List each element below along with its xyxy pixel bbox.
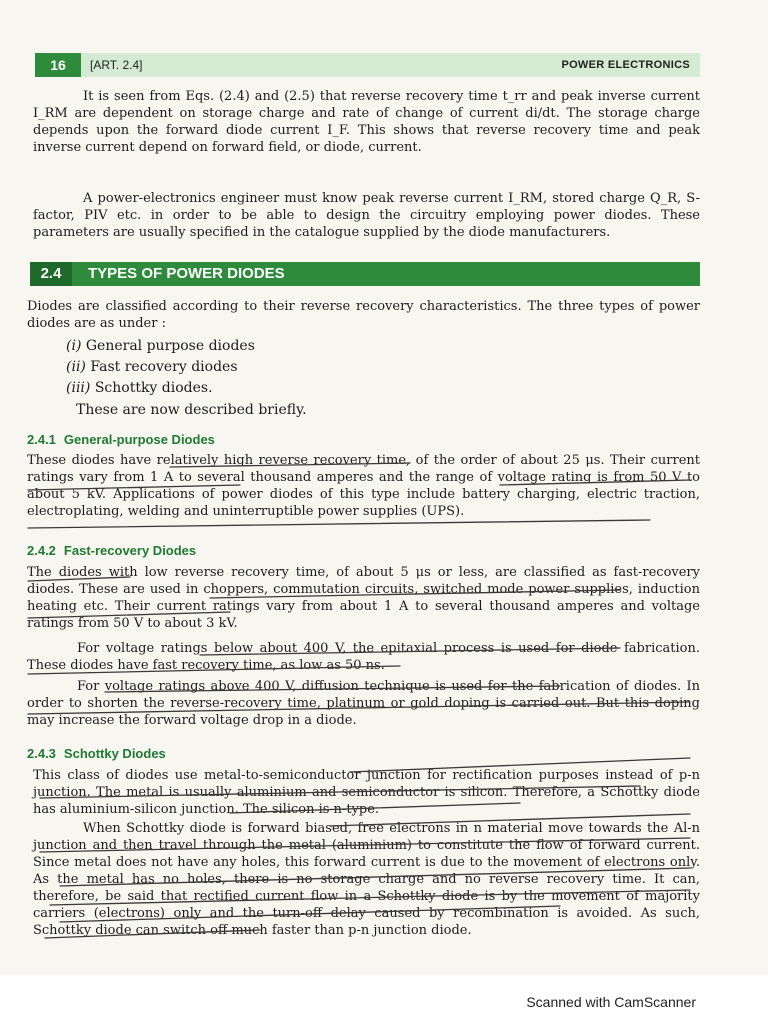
subsection-heading-fast [27, 543, 196, 558]
list-marker: (i) [66, 338, 82, 354]
list-item [66, 378, 466, 399]
subsection-title: Schottky Diodes [63, 746, 166, 761]
subsection-number: 2.4.2 [27, 543, 56, 558]
page-number: 16 [35, 53, 81, 77]
schottky-paragraph-1: This class of diodes use metal-to-semiconductor junction for rectification purposes instead of p-n junction. The metal is usually aluminium and semiconductor is silicon. Therefore, a Schottky diode has aluminium-silicon junction. The silicon is n-type. [33, 768, 700, 817]
fast-paragraph-1: The diodes with low reverse recovery time, of about 5 μs or less, are classified as fast-recovery diodes. These are used in choppers, commutation circuits, switched mode power supplies, induction heating etc. Their current ratings vary from about 1 A to several thousand amperes and voltage ratings from 50 V to about 3 kV. [27, 565, 700, 631]
intro-paragraph-2: A power-electronics engineer must know peak reverse current I_RM, stored charge Q_R, S-factor, PIV etc. in order to be able to design the circuitry employing power diodes. These parameters are usually specified in the catalogue supplied by the diode manufacturers. [33, 191, 700, 240]
fast-paragraph-2: For voltage ratings below about 400 V, the epitaxial process is used for diode fabrication. These diodes have fast recovery time, as low as 50 ns. [27, 641, 700, 673]
subsection-heading-general [27, 432, 215, 447]
section-heading [30, 262, 700, 286]
section-number: 2.4 [30, 262, 72, 286]
book-title: POWER ELECTRONICS [561, 59, 690, 71]
subsection-heading-schottky [27, 746, 166, 761]
fast-paragraph-3: For voltage ratings above 400 V, diffusion technique is used for the fabrication of diodes. In order to shorten the reverse-recovery time, platinum or gold doping is carried out. But this doping may increase the forward voltage drop in a diode. [27, 679, 700, 728]
list-text: General purpose diodes [85, 338, 255, 354]
list-item [66, 357, 466, 378]
list-marker: (iii) [66, 380, 91, 396]
subsection-number: 2.4.3 [27, 746, 56, 761]
subsection-number: 2.4.1 [27, 432, 56, 447]
section-intro: Diodes are classified according to their reverse recovery characteristics. The three types of power diodes are as under : [27, 299, 700, 331]
diode-types-list [66, 336, 466, 399]
general-paragraph-1: These diodes have relatively high reverse recovery time, of the order of about 25 μs. Their current ratings vary from 1 A to several thousand amperes and the range of voltage rating is from 50 V to about 5 kV. Applications of power diodes of this type include battery charging, electric traction, electroplating, welding and uninterruptible power supplies (UPS). [27, 453, 700, 519]
section-title: TYPES OF POWER DIODES [88, 265, 285, 282]
section-closing: These are now described briefly. [76, 402, 307, 418]
list-text: Fast recovery diodes [90, 359, 238, 375]
list-item [66, 336, 466, 357]
scanner-watermark: Scanned with CamScanner [526, 994, 696, 1010]
schottky-paragraph-2: When Schottky diode is forward biased, free electrons in n material move towards the Al-n junction and then travel through the metal (aluminium) to constitute the flow of forward current. Since metal does not have any holes, this forward current is due to the movement of electrons only. As the metal has no holes, there is no storage charge and no reverse recovery time. It can, therefore, be said that rectified current flow in a Schottky diode is by the movement of majority carriers (electrons) only and the turn-off delay caused by recombination is avoided. As such, Schottky diode can switch off much faster than p-n junction diode. [33, 821, 700, 938]
subsection-title: Fast-recovery Diodes [63, 543, 197, 558]
page-header [35, 53, 700, 77]
intro-paragraph-1: It is seen from Eqs. (2.4) and (2.5) that reverse recovery time t_rr and peak inverse current I_RM are dependent on storage charge and rate of change of current di/dt. The storage charge depends upon the forward diode current I_F. This shows that reverse recovery time and peak inverse current depend on forward field, or diode, current. [33, 89, 700, 155]
article-reference: [ART. 2.4] [90, 58, 143, 72]
list-text: Schottky diodes. [94, 380, 213, 396]
subsection-title: General-purpose Diodes [63, 432, 215, 447]
list-marker: (ii) [66, 359, 86, 375]
